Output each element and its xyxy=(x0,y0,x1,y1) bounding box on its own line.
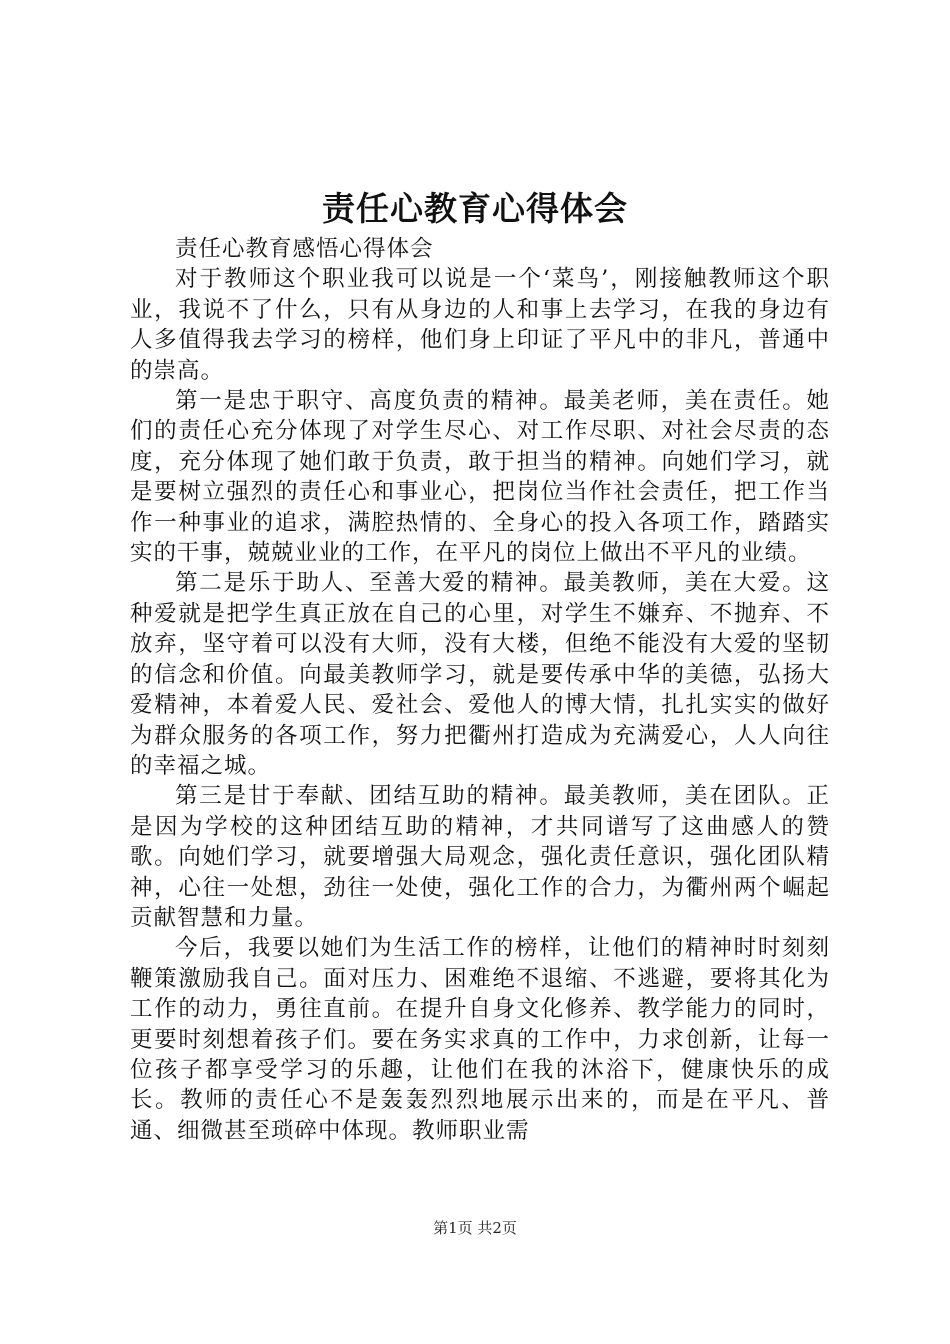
subtitle-paragraph: 责任心教育感悟心得体会 xyxy=(175,236,434,262)
body-paragraph: 第三是甘于奉献、团结互助的精神。最美教师，美在团队。正是因为学校的这种团结互助的精神，才共同谱写了这曲感人的赞歌。向她们学习，就要增强大局观念，强化责任意识，强化团队精神，心往一处想，劲往一处使，强化工作的合力，为衢州两个崛起贡献智慧和力量。 xyxy=(130,783,830,931)
body-paragraph: 第一是忠于职守、高度负责的精神。最美老师，美在责任。她们的责任心充分体现了对学生尽心、对工作尽职、对社会尽责的态度，充分体现了她们敢于负责，敢于担当的精神。向她们学习，就是要树立强烈的责任心和事业心，把岗位当作社会责任，把工作当作一种事业的追求，满腔热情的、全身心的投入各项工作，踏踏实实的干事，兢兢业业的工作，在平凡的岗位上做出不平凡的业绩。 xyxy=(130,388,830,567)
document-body xyxy=(130,234,830,1146)
document-title: 责任心教育心得体会 xyxy=(322,189,628,228)
body-paragraph: 第二是乐于助人、至善大爱的精神。最美教师，美在大爱。这种爱就是把学生真正放在自己的心里，对学生不嫌弃、不抛弃、不放弃，坚守着可以没有大师，没有大楼，但绝不能没有大爱的坚韧的信念和价值。向最美教师学习，就是要传承中华的美德，弘扬大爱精神，本着爱人民、爱社会、爱他人的博大情，扎扎实实的做好为群众服务的各项工作，努力把衢州打造成为充满爱心，人人向往的幸福之城。 xyxy=(130,570,830,779)
page-footer: 第1页 共2页 xyxy=(433,1219,517,1237)
body-paragraph: 对于教师这个职业我可以说是一个‘菜鸟’，刚接触教师这个职业，我说不了什么，只有从身边的人和事上去学习，在我的身边有人多值得我去学习的榜样，他们身上印证了平凡中的非凡，普通中的崇高。 xyxy=(130,266,830,384)
body-paragraph: 今后，我要以她们为生活工作的榜样，让他们的精神时时刻刻鞭策激励我自己。面对压力、困难绝不退缩、不逃避，要将其化为工作的动力，勇往直前。在提升自身文化修养、教学能力的同时，更要时刻想着孩子们。要在务实求真的工作中，力求创新，让每一位孩子都享受学习的乐趣，让他们在我的沐浴下，健康快乐的成长。教师的责任心不是轰轰烈烈地展示出来的，而是在平凡、普通、细微甚至琐碎中体现。教师职业需 xyxy=(130,935,830,1144)
